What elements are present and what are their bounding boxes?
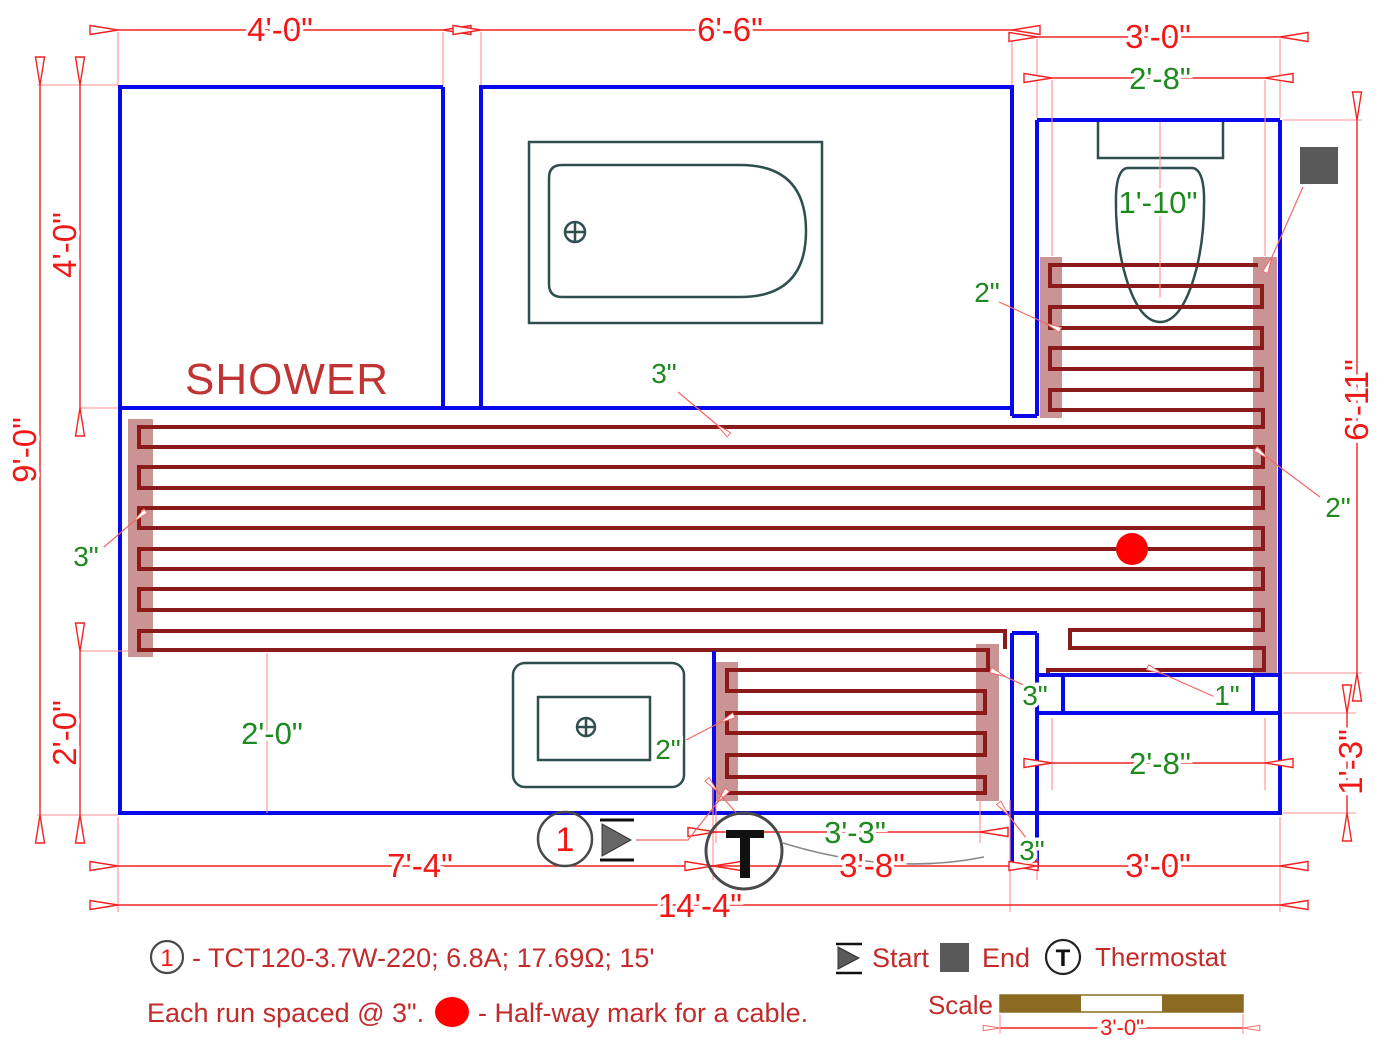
halfway-mark-dot — [1116, 533, 1148, 565]
dim-shower-height: 4'-0" — [46, 212, 83, 278]
leader-cable-start — [636, 803, 717, 840]
legend-circuit-number: 1 — [160, 945, 174, 972]
thermostat-marker — [706, 813, 782, 889]
dim-vanity-width: 7'-4" — [387, 847, 453, 884]
legend-start-label: Start — [872, 943, 930, 973]
gap-sink-right: 2" — [655, 734, 681, 765]
legend-end-label: End — [982, 943, 1031, 973]
cable-run — [139, 631, 1005, 793]
dim-right-height: 6'-11" — [1338, 359, 1375, 441]
legend-scale-value: 3'-0" — [1100, 1015, 1144, 1040]
legend-thermostat-label: Thermostat — [1095, 942, 1227, 972]
dim-toilet-room-width: 3'-0" — [1125, 18, 1191, 55]
dim-door-height: 1'-3" — [1332, 729, 1369, 795]
legend-scale-label: Scale — [927, 990, 993, 1020]
gap-door-bottom: 3" — [1019, 835, 1045, 866]
gap-corridor-left: 3" — [73, 541, 99, 572]
cable-run — [139, 265, 1264, 673]
fixtures — [513, 120, 1223, 787]
dim-mid-bottom-width: 3'-8" — [839, 847, 905, 884]
dim-vanity-height: 2'-0" — [46, 700, 83, 766]
legend-thermostat-symbol: T — [1055, 945, 1071, 972]
dim-door-width-red: 3'-0" — [1125, 847, 1191, 884]
dim-vanity-depth-green: 2'-0" — [241, 716, 303, 751]
dim-door-cable-width: 2'-8" — [1129, 746, 1191, 781]
cable-end-icon — [1300, 147, 1338, 184]
dim-total-width: 14'-4" — [657, 887, 743, 924]
dim-total-height: 9'-0" — [6, 417, 43, 483]
room-label-shower: SHOWER — [185, 355, 389, 404]
scale-bar — [1000, 995, 1243, 1012]
gap-tub-wall: 3" — [651, 358, 677, 389]
legend — [147, 940, 1243, 1040]
circuit-marker-number: 1 — [555, 821, 575, 859]
legend-halfway-dot — [435, 997, 469, 1027]
legend-start-icon — [836, 944, 862, 973]
legend-end-icon — [940, 943, 969, 972]
gap-main-right: 2" — [1325, 492, 1351, 523]
gap-threshold: 1" — [1214, 680, 1240, 711]
leader-gap-threshold — [1163, 674, 1215, 697]
legend-circuit-spec: - TCT120-3.7W-220; 6.8A; 17.69Ω; 15' — [192, 943, 655, 973]
legend-spacing-note: Each run spaced @ 3". — [147, 998, 425, 1028]
legend-halfway-note: - Half-way mark for a cable. — [478, 998, 809, 1028]
leader-cable-end — [1272, 187, 1303, 257]
dim-toilet-cable-width: 2'-8" — [1129, 61, 1191, 96]
dim-bottom-cable-width: 3'-3" — [824, 815, 886, 850]
dim-toilet-fixture-width: 1'-10" — [1118, 185, 1198, 220]
cable-start-icon — [600, 820, 634, 860]
dim-shower-width: 4'-0" — [247, 11, 313, 48]
dim-tub-room-width: 6'-6" — [697, 11, 763, 48]
gap-toilet-left: 2" — [974, 277, 1000, 308]
band-corridor-left — [128, 419, 153, 657]
gap-door-top: 3" — [1022, 680, 1048, 711]
bathtub-basin — [549, 165, 806, 297]
